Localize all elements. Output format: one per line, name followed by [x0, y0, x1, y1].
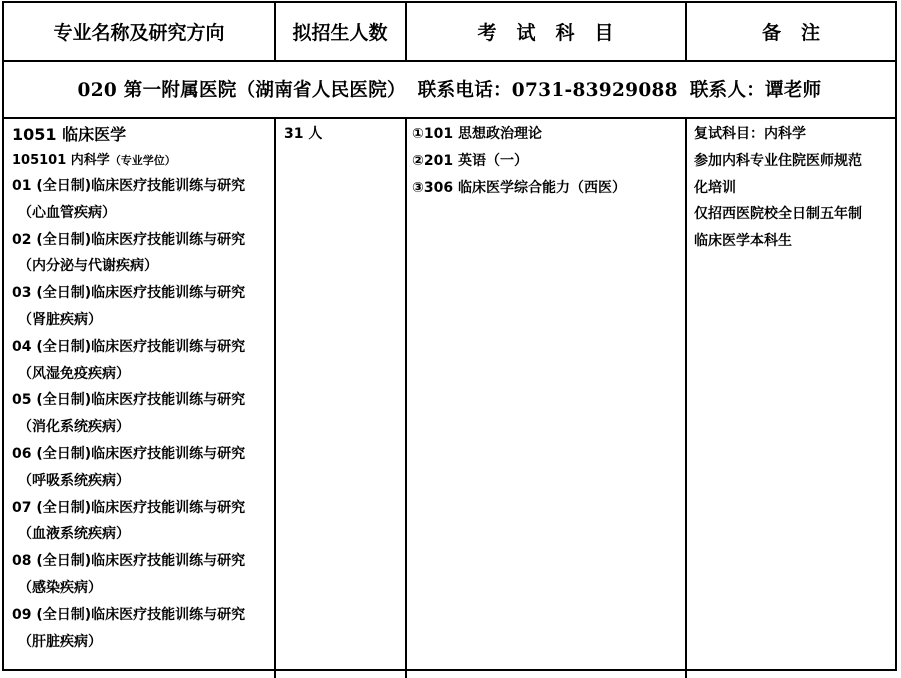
direction-area: （血液系统疾病）	[18, 526, 130, 543]
exam-column	[412, 121, 682, 201]
sub-major-tag: （专业学位）	[109, 154, 176, 167]
exam-subject: ③306 临床医学综合能力（西医）	[412, 179, 626, 196]
direction-item	[12, 495, 274, 549]
direction-area: （消化系统疾病）	[18, 419, 130, 436]
direction-title: 01 (全日制)临床医疗技能训练与研究	[12, 178, 246, 194]
major-column	[12, 121, 274, 655]
remarks-column	[694, 121, 892, 255]
sub-major-name: 105101 内科学	[12, 153, 110, 168]
direction-title: 07 (全日制)临床医疗技能训练与研究	[12, 499, 246, 516]
unit-contact: 联系人：谭老师	[689, 80, 822, 101]
direction-item	[12, 548, 274, 602]
direction-item	[12, 280, 274, 334]
banner-divider	[4, 117, 895, 119]
direction-title: 04 (全日制)临床医疗技能训练与研究	[12, 338, 246, 355]
remark-line: 复试科目：内科学	[694, 126, 806, 142]
header-major: 专业名称及研究方向	[53, 22, 225, 44]
quota-column	[284, 121, 402, 148]
direction-item	[12, 602, 274, 656]
direction-item	[12, 173, 274, 227]
remark-line: 仅招西医院校全日制五年制	[694, 206, 862, 223]
unit-banner	[4, 61, 895, 117]
direction-area: （肝脏疾病）	[18, 633, 102, 650]
direction-area: （肾脏疾病）	[18, 311, 102, 328]
sub-major-title	[12, 149, 274, 173]
exam-subject: ②201 英语（一）	[412, 152, 528, 169]
direction-title: 09 (全日制)临床医疗技能训练与研究	[12, 606, 246, 623]
direction-item	[12, 387, 274, 441]
remark-line: 参加内科专业住院医师规范	[694, 152, 862, 169]
unit-name: 020 第一附属医院（湖南省人民医院）	[77, 80, 406, 101]
header-exam: 考试科目	[477, 22, 634, 44]
direction-area: （感染疾病）	[18, 579, 102, 596]
remark-line: 临床医学本科生	[694, 233, 792, 250]
header-remarks: 备注	[761, 22, 840, 44]
unit-phone: 联系电话：0731-83929088	[417, 80, 678, 101]
direction-area: （心血管疾病）	[18, 204, 116, 221]
direction-title: 03 (全日制)临床医疗技能训练与研究	[12, 285, 246, 302]
direction-area: （呼吸系统疾病）	[18, 472, 130, 489]
column-divider	[274, 118, 276, 678]
direction-item	[12, 334, 274, 388]
quota-value: 31 人	[284, 126, 323, 142]
major-title: 1051 临床医学	[12, 125, 127, 144]
direction-title: 08 (全日制)临床医疗技能训练与研究	[12, 553, 246, 570]
direction-title: 06 (全日制)临床医疗技能训练与研究	[12, 445, 246, 462]
direction-title: 02 (全日制)临床医疗技能训练与研究	[12, 231, 246, 248]
column-divider	[405, 118, 407, 678]
column-divider	[685, 118, 687, 678]
direction-item	[12, 441, 274, 495]
direction-list	[12, 173, 274, 655]
direction-area: （风湿免疫疾病）	[18, 365, 130, 382]
remark-line: 化培训	[694, 179, 736, 196]
direction-area: （内分泌与代谢疾病）	[18, 258, 158, 275]
direction-title: 05 (全日制)临床医疗技能训练与研究	[12, 392, 246, 409]
admissions-table	[2, 1, 897, 671]
header-quota: 拟招生人数	[292, 22, 388, 44]
direction-item	[12, 227, 274, 281]
exam-subject: ①101 思想政治理论	[412, 126, 542, 142]
